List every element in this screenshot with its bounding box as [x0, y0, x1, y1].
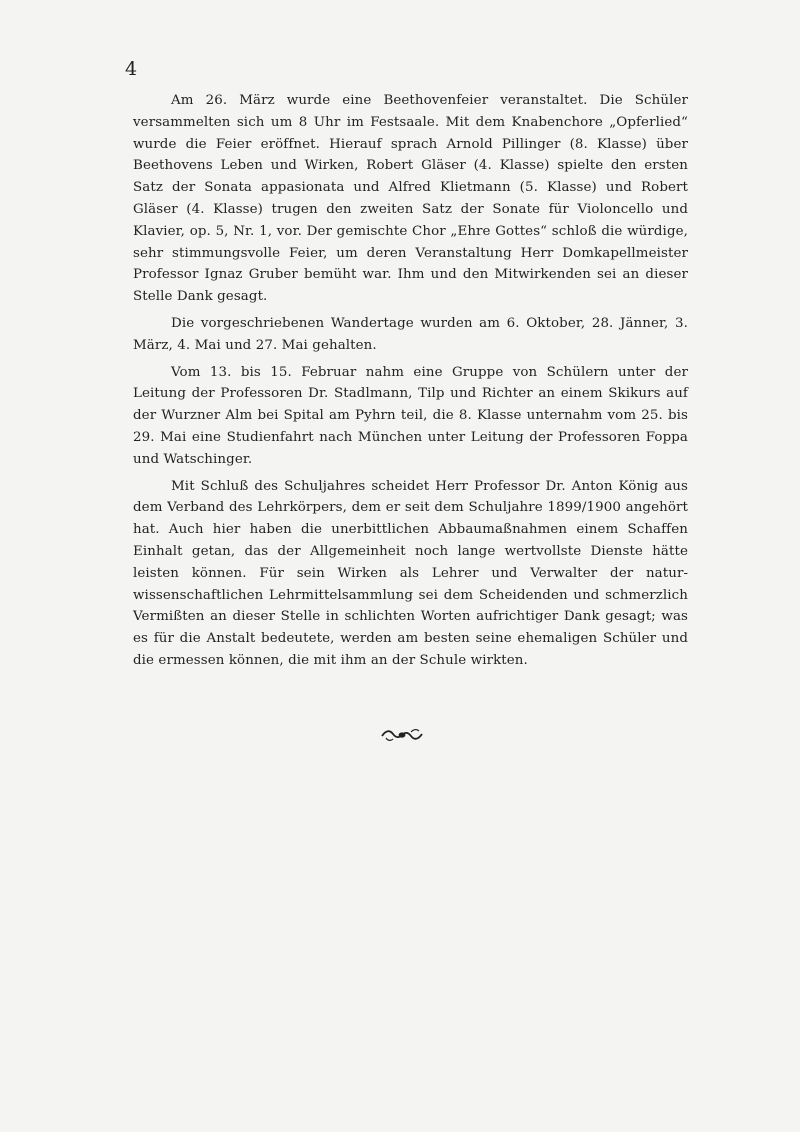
paragraph-hiking-days: Die vorgeschriebenen Wandertage wurden am 6. Oktober, 28. Jänner, 3. März, 4. Mai und 27. Mai gehalten.	[133, 315, 688, 353]
body-text	[133, 90, 688, 677]
paragraph-beethoven-celebration: Am 26. März wurde eine Beethovenfeier veranstaltet. Die Schüler versammelten sich um 8 Uhr im Festsaale. Mit dem Knabenchore „Opferlied“ wurde die Feier eröffnet. Hierauf sprach Arnold Pillinger (8. Klasse) über Beethovens Leben und Wirken, Robert Gläser (4. Klasse) spielte den ersten Satz der Sonata appasionata und Alfred Klietmann (5. Klasse) und Robert Gläser (4. Klasse) trugen den zweiten Satz der Sonate für Violoncello und Klavier, op. 5, Nr. 1, vor. Der gemischte Chor „Ehre Gottes“ schloß die würdige, sehr stimmungsvolle Feier, um deren Veranstaltung Herr Domkapellmeister Professor Ignaz Gruber bemüht war. Ihm und den Mitwirkenden sei an dieser Stelle Dank gesagt.	[133, 93, 688, 305]
paragraph-ski-course: Vom 13. bis 15. Februar nahm eine Gruppe von Schülern unter der Leitung der Professoren Dr. Stadlmann, Tilp und Richter an einem Skikurs auf der Wurzner Alm bei Spital am Pyhrn teil, die 8. Klasse unternahm vom 25. bis 29. Mai eine Studienfahrt nach München unter Leitung der Professoren Foppa und Watschinger.	[133, 364, 688, 467]
paragraph-farewell: Mit Schluß des Schuljahres scheidet Herr Professor Dr. Anton König aus dem Verband des Lehrkörpers, dem er seit dem Schuljahre 1899/1900 angehört hat. Auch hier haben die unerbittlichen Abbaumaßnahmen einem Schaffen Einhalt getan, das der Allgemeinheit noch lange wertvollste Dienste hätte leisten können. Für sein Wirken als Lehrer und Verwalter der naturwissenschaftlichen Lehrmittelsammlung sei dem Scheidenden und schmerzlich Vermißten an dieser Stelle in schlichten Worten aufrichtiger Dank gesagt; was es für die Anstalt bedeutete, werden am besten seine ehemaligen Schüler und die ermessen können, die mit ihm an der Schule wirkten.	[133, 478, 688, 668]
ornamental-divider-icon	[380, 727, 424, 743]
page-number: 4	[125, 58, 138, 80]
